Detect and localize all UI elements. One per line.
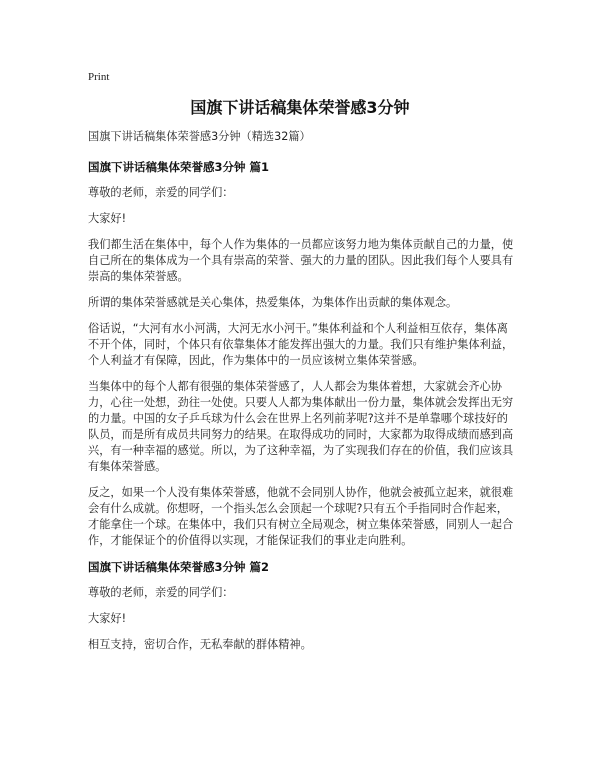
print-label[interactable]: Print xyxy=(88,71,110,83)
paragraph: 大家好! xyxy=(88,612,127,625)
paragraph: 大家好! xyxy=(88,212,127,225)
paragraph: 相互支持，密切合作，无私奉献的群体精神。 xyxy=(88,638,312,651)
paragraph: 尊敬的老师，亲爱的同学们： xyxy=(88,586,234,599)
paragraph: 俗话说，“大河有水小河满，大河无水小河干。”集体利益和个人利益相互依存，集体离不开个体，同时，个体只有依靠集体才能发挥出强大的力量。我们只有维护集体利益，个人利益才有保障，因此，作为集体中的一员应该树立集体荣誉感。 xyxy=(88,322,514,367)
page-title: 国旗下讲话稿集体荣誉感3分钟 xyxy=(190,98,410,117)
paragraph: 尊敬的老师，亲爱的同学们： xyxy=(88,186,234,199)
paragraph: 我们都生活在集体中，每个人作为集体的一员都应该努力地为集体贡献自己的力量，使自己所在的集体成为一个具有崇高的荣誉、强大的力量的团队。因此我们每个人要具有崇高的集体荣誉感。 xyxy=(88,238,514,283)
paragraph: 当集体中的每个人都有很强的集体荣誉感了，人人都会为集体着想，大家就会齐心协力，心往一处想，劲往一处使。只要人人都为集体献出一份力量，集体就会发挥出无穷的力量。中国的女子乒乓球为什么会在世界上名列前茅呢?这并不是单靠哪个球技好的队员，而是所有成员共同努力的结果。在取得成功的同时，大家都为取得成绩而感到高兴，有一种幸福的感觉。所以，为了这种幸福，为了实现我们存在的价值，我们应该具有集体荣誉感。 xyxy=(88,380,514,473)
document-subtitle: 国旗下讲话稿集体荣誉感3分钟（精选32篇） xyxy=(88,130,311,143)
paragraph: 反之，如果一个人没有集体荣誉感，他就不会同别人协作，他就会被孤立起来，就很难会有什么成就。你想呀，一个指头怎么会顶起一个球呢?只有五个手指同时合作起来，才能拿住一个球。在集体中，我们只有树立全局观念，树立集体荣誉感，同别人一起合作，才能保证个的价值得以实现，才能保证我们的事业走向胜利。 xyxy=(88,486,514,547)
paragraph: 所谓的集体荣誉感就是关心集体，热爱集体，为集体作出贡献的集体观念。 xyxy=(88,296,458,309)
article-heading: 国旗下讲话稿集体荣誉感3分钟 篇1 xyxy=(88,160,270,174)
article-heading: 国旗下讲话稿集体荣誉感3分钟 篇2 xyxy=(88,560,270,574)
document-body xyxy=(88,129,516,663)
